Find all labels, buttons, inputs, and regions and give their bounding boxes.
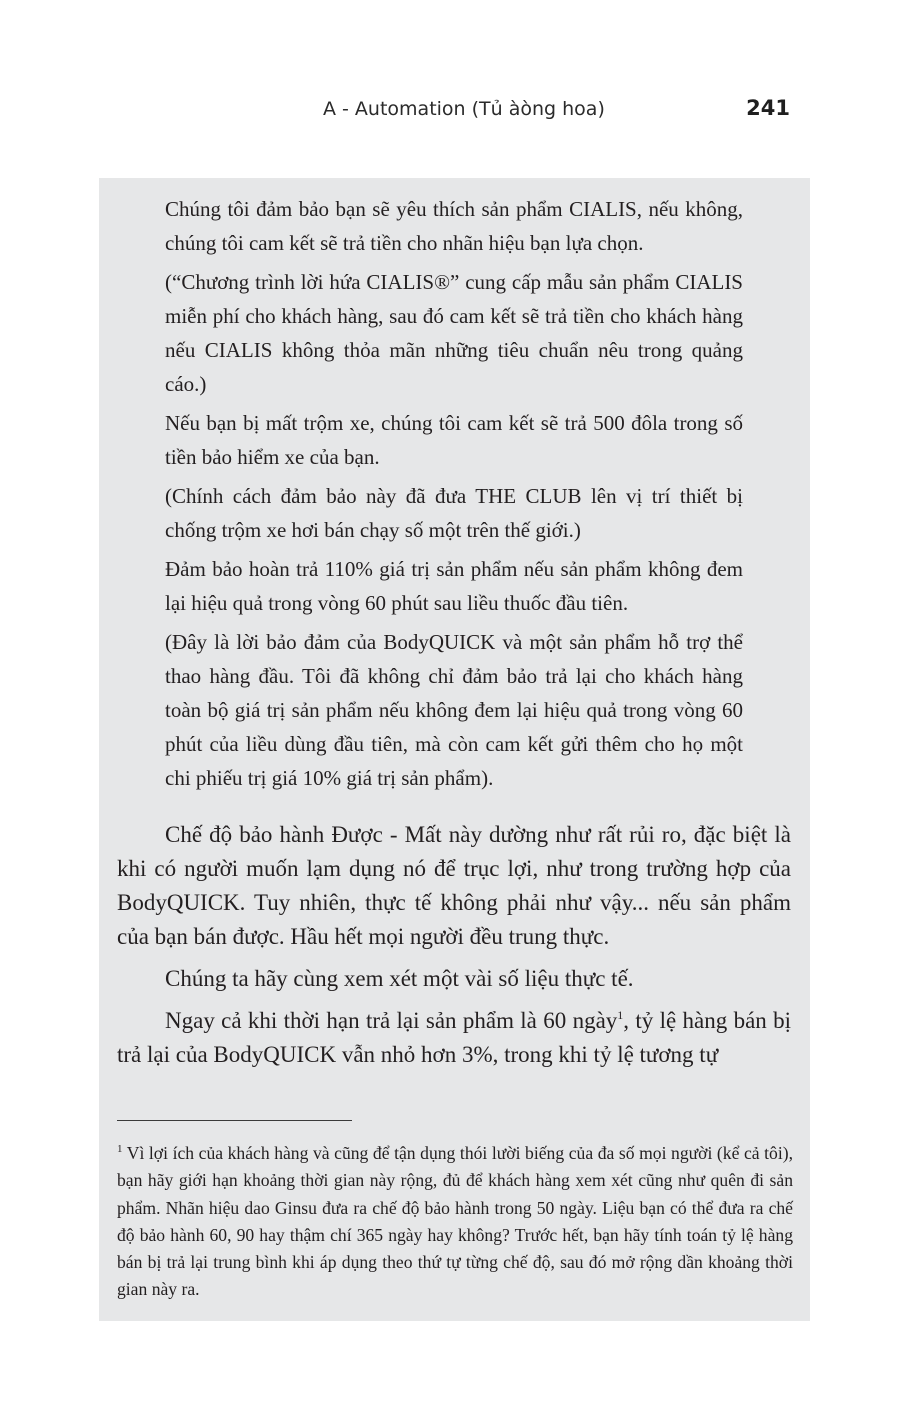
box-paragraph: (Đây là lời bảo đảm của BodyQUICK và một sản phẩm hỗ trợ thể thao hàng đầu. Tôi đã không chỉ đảm bảo trả lại cho khách hàng toàn bộ giá trị sản phẩm nếu không đem lại hiệu quả trong vòng 60 phút của liều dùng đầu tiên, mà còn cam kết gửi thêm cho họ một chi phiếu trị giá 10% giá trị sản phẩm). <box>165 630 743 790</box>
guarantee-examples-box <box>165 192 743 800</box>
chapter-title: A - Automation (Tủ àòng hoa) <box>323 98 605 120</box>
body-text-span: Ngay cả khi thời hạn trả lại sản phẩm là 60 ngày <box>165 1008 618 1033</box>
body-text-span: , tỷ lệ hàng bán bị trả lại của BodyQUICK vẫn nhỏ hơn 3%, trong khi tỷ lệ tương tự <box>117 1008 792 1067</box>
box-paragraph: Đảm bảo hoàn trả 110% giá trị sản phẩm nếu sản phẩm không đem lại hiệu quả trong vòng 60 phút sau liều thuốc đầu tiên. <box>165 557 743 615</box>
footnote-marker: 1 <box>117 1143 123 1155</box>
box-paragraph: (“Chương trình lời hứa CIALIS®” cung cấp mẫu sản phẩm CIALIS miễn phí cho khách hàng, sau đó cam kết sẽ trả tiền cho khách hàng nếu CIALIS không thỏa mãn những tiêu chuẩn nêu trong quảng cáo.) <box>165 270 743 396</box>
footnote-divider <box>117 1120 352 1121</box>
box-paragraph: (Chính cách đảm bảo này đã đưa THE CLUB lên vị trí thiết bị chống trộm xe hơi bán chạy số một trên thế giới.) <box>165 484 743 542</box>
shaded-panel <box>99 178 810 1321</box>
box-paragraph: Nếu bạn bị mất trộm xe, chúng tôi cam kết sẽ trả 500 đôla trong số tiền bảo hiểm xe của bạn. <box>165 411 743 469</box>
footnote <box>117 1140 793 1304</box>
page-number: 241 <box>746 96 790 120</box>
body-paragraph: Chế độ bảo hành Được - Mất này dường như rất rủi ro, đặc biệt là khi có người muốn lạm dụng nó để trục lợi, như trong trường hợp của BodyQUICK. Tuy nhiên, thực tế không phải như vậy... nếu sản phẩm của bạn bán được. Hầu hết mọi người đều trung thực. <box>117 822 791 949</box>
footnote-body: Vì lợi ích của khách hàng và cũng để tận dụng thói lười biếng của đa số mọi người (kể cả tôi), bạn hãy giới hạn khoảng thời gian này rộng, đủ để khách hàng xem xét cũng như quên đi sản phẩm. Nhãn hiệu dao Ginsu đưa ra chế độ bảo hành trong 50 ngày. Liệu bạn có thể đưa ra chế độ bảo hành 60, 90 hay thậm chí 365 ngày hay không? Trước hết, bạn hãy tính toán tỷ lệ hàng bán bị trả lại trung bình khi áp dụng theo thứ tự từng chế độ, sau đó mở rộng dần khoảng thời gian này ra. <box>117 1143 793 1300</box>
footnote-reference[interactable]: 1 <box>617 1008 624 1022</box>
body-paragraph <box>117 1004 791 1072</box>
box-paragraph: Chúng tôi đảm bảo bạn sẽ yêu thích sản phẩm CIALIS, nếu không, chúng tôi cam kết sẽ trả tiền cho nhãn hiệu bạn lựa chọn. <box>165 197 743 255</box>
running-header <box>0 94 910 128</box>
body-text <box>117 818 791 1080</box>
body-paragraph: Chúng ta hãy cùng xem xét một vài số liệu thực tế. <box>165 966 634 991</box>
footnote-text <box>117 1140 793 1304</box>
